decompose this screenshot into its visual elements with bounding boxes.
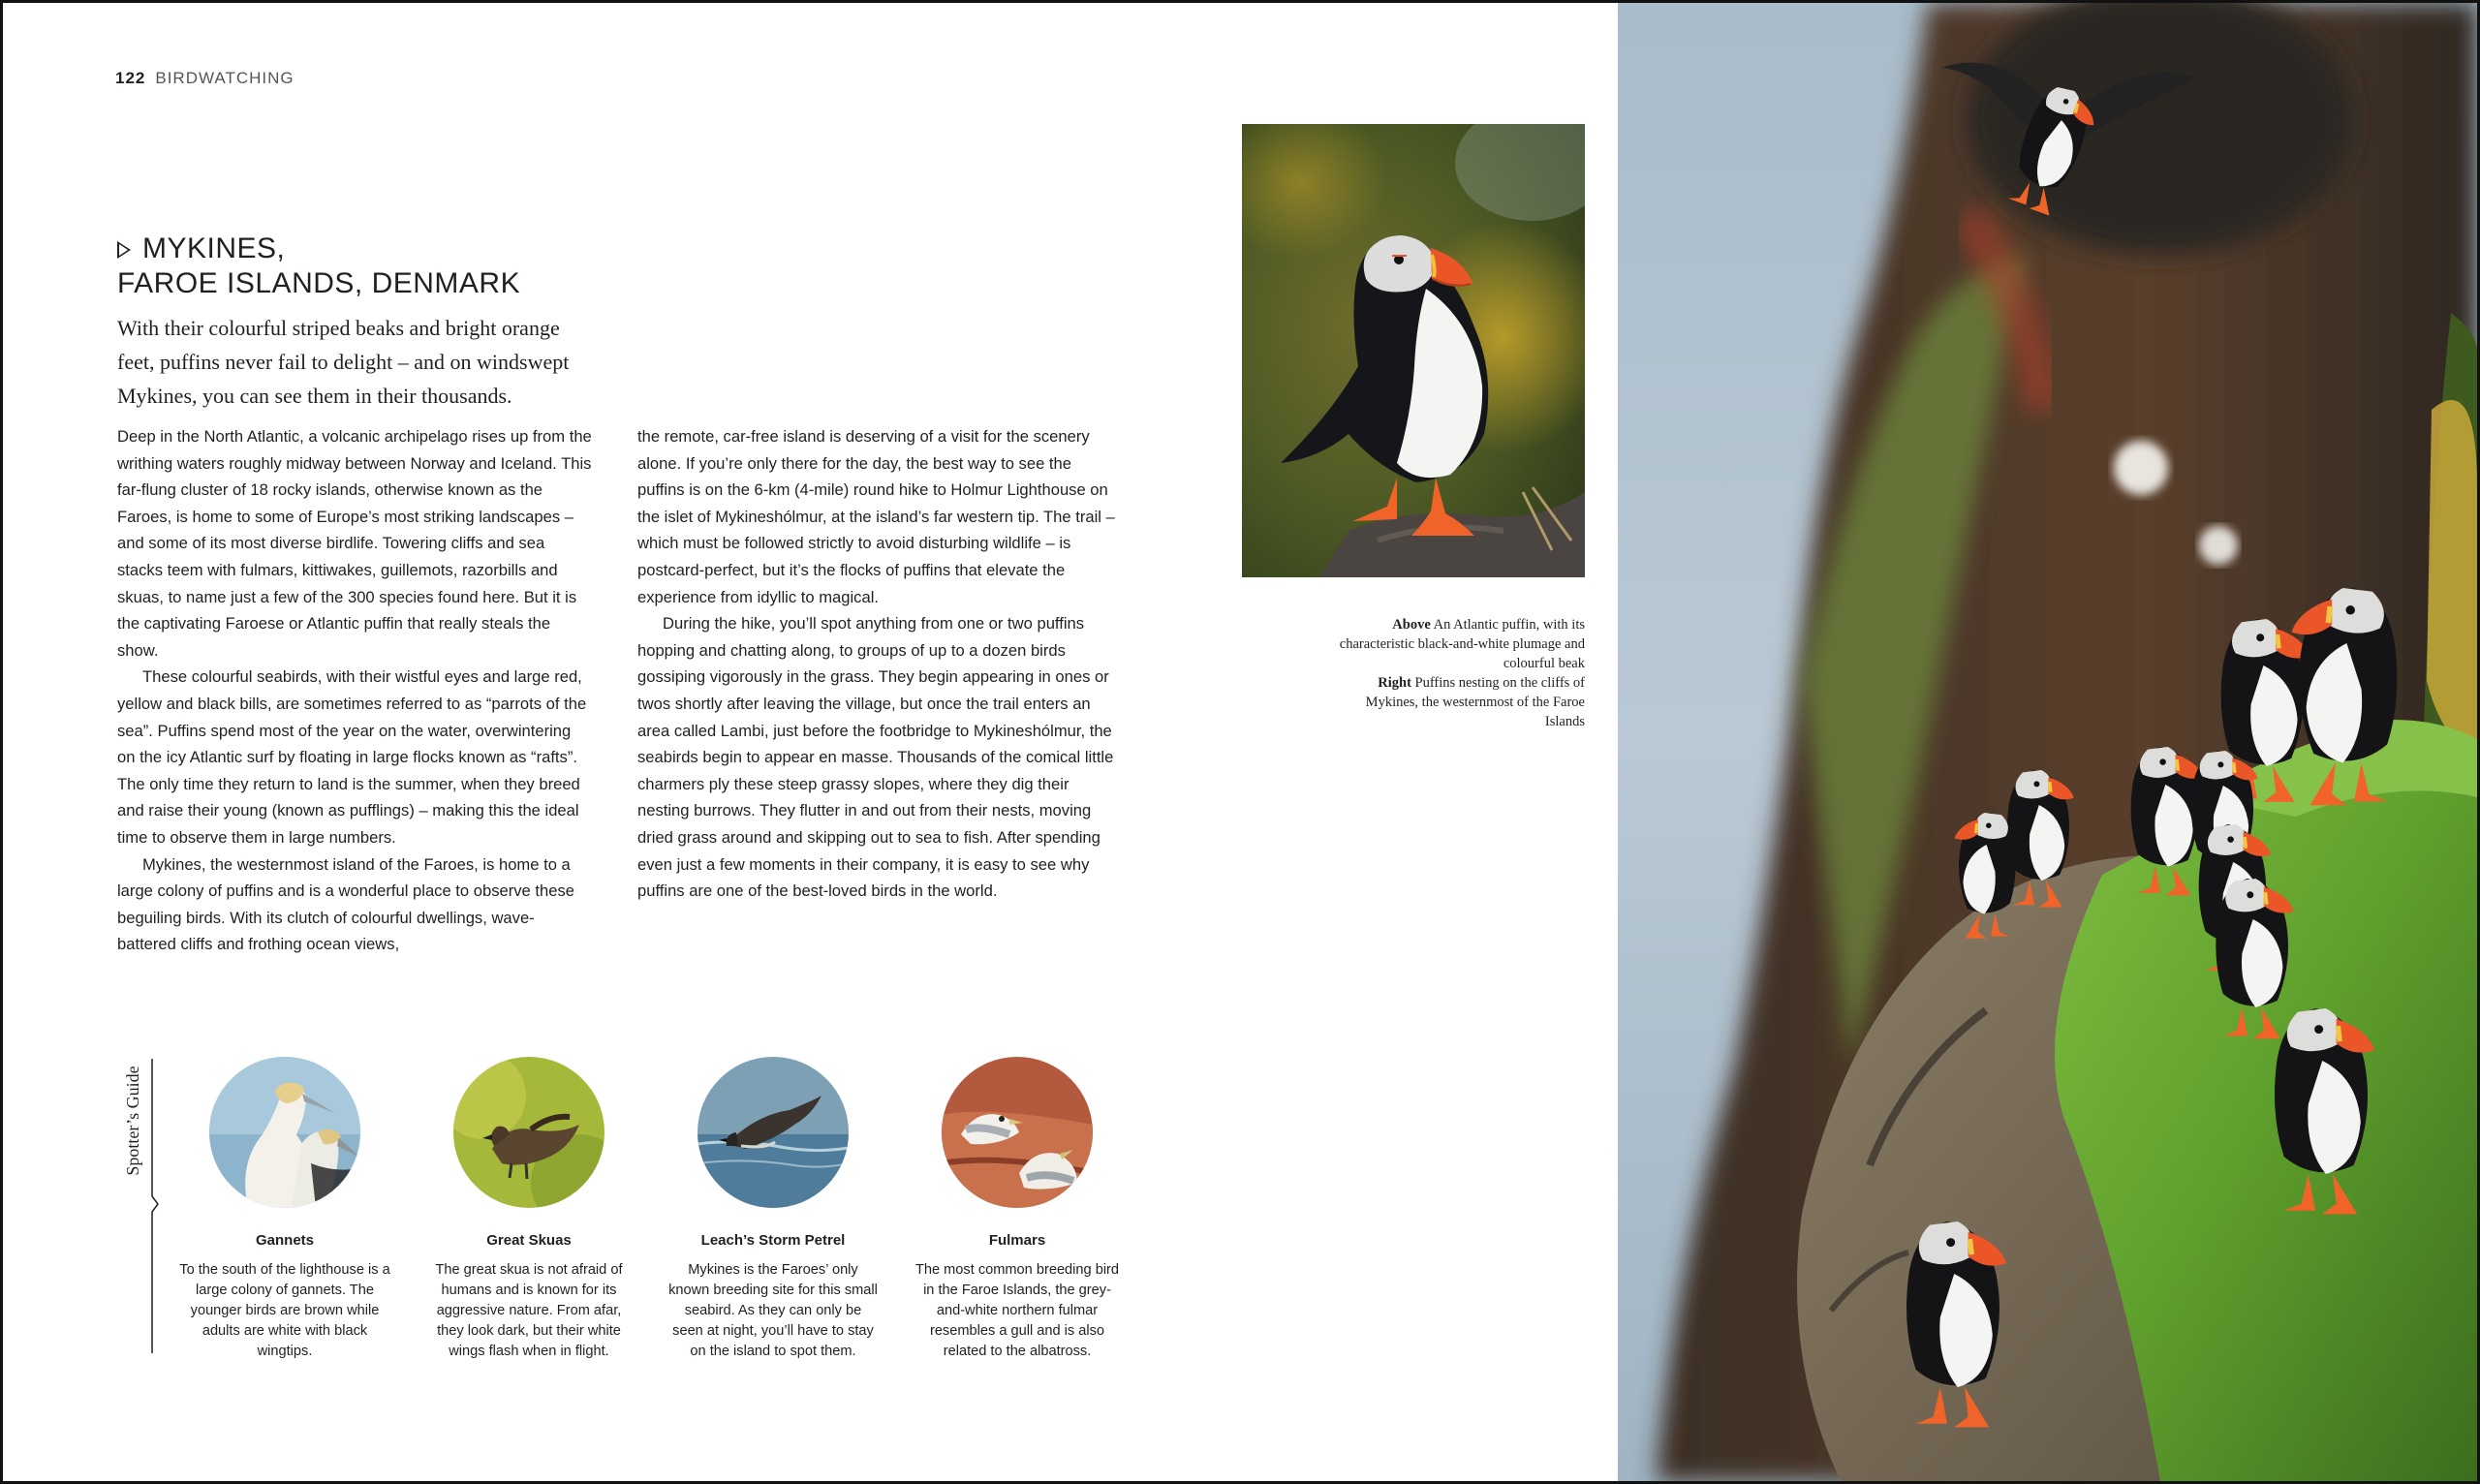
body-paragraph: the remote, car-free island is deserving of a visit for the scenery alone. If you’re only there for the day, the best way to see the puffins is on the 6-km (4-mile) round hike to Holmur Lighthouse on the islet of Mykineshólmur, at the island’s far western tip. The trail – which must be followed strictly to avoid disturbing wildlife – is postcard-perfect, but it’s the flocks of puffins that elevate the experience from idyllic to magical. — [637, 427, 1115, 606]
body-column-1 — [117, 423, 592, 958]
body-paragraph: Deep in the North Atlantic, a volcanic archipelago rises up from the writhing waters roughly midway between Norway and Iceland. This far-flung cluster of 18 rocky islands, otherwise known as the Faroes, is home to some of Europe’s most striking landscapes – and some of its most diverse birdlife. Towering cliffs and sea stacks teem with fulmars, kittiwakes, guillemots, razorbills and skuas, to name just a few of the 300 species found here. But it is the captivating Faroese or Atlantic puffin that really steals the show. — [117, 427, 592, 660]
body-column-2 — [637, 423, 1122, 905]
left-page — [3, 3, 1618, 1481]
body-paragraph: These colourful seabirds, with their wistful eyes and large red, yellow and black bills, are sometimes referred to as “parrots of the sea”. Puffins spend most of the year on the water, overwintering on the icy Atlantic surf by floating in large flocks known as “rafts”. The only time they return to land is the summer, when they breed and raise their young (known as pufflings) – making this the ideal time to observe them in large numbers. — [117, 667, 587, 847]
spotters-guide-bracket — [150, 1059, 160, 1353]
article-heading — [117, 232, 698, 301]
puffin-photo — [1242, 124, 1585, 577]
bird-card-great-skuas — [418, 1057, 640, 1362]
body-paragraph: Mykines, the westernmost island of the Faroes, is home to a large colony of puffins and is a wonderful place to observe these beguiling birds. With its clutch of colourful dwellings, wave-battered cliffs and frothing ocean views, — [117, 854, 574, 954]
triangle-marker-icon — [117, 241, 131, 259]
caption-above-text: An Atlantic puffin, with its characteristic black-and-white plumage and colourful beak — [1339, 617, 1585, 671]
body-paragraph: During the hike, you’ll spot anything from one or two puffins hopping and chatting along, to groups of up to a dozen birds gossiping vigorously in the grass. They begin appearing in ones or twos shortly after leaving the village, but once the trail enters an area called Lambi, just before the footbridge to Mykineshólmur, the seabirds begin to appear en masse. Thousands of the comical little charmers ply these steep grassy slopes, where they dig their nesting burrows. They flutter in and out from their nests, moving dried grass around and skipping out to sea to fish. After spending even just a few moments in their company, it is easy to see why puffins are one of the best-loved birds in the world. — [637, 614, 1114, 901]
caption-above-label: Above — [1392, 617, 1431, 633]
photo-caption — [1330, 615, 1585, 731]
storm-petrel-photo — [698, 1057, 849, 1208]
bird-card-gannets — [173, 1057, 396, 1362]
fulmars-photo — [942, 1057, 1093, 1208]
bird-card-fulmars — [906, 1057, 1129, 1362]
caption-right-text: Puffins nesting on the cliffs of Mykines, the westernmost of the Faroe Islands — [1365, 675, 1585, 729]
bird-description: The most common breeding bird in the Faroe Islands, the grey-and-white northern fulmar resembles a gull and is also related to the albatross. — [914, 1262, 1120, 1359]
running-header — [115, 69, 294, 88]
spotters-guide-label — [111, 1059, 150, 1349]
bird-name: Leach’s Storm Petrel — [700, 1232, 846, 1249]
bird-name: Gannets — [255, 1232, 314, 1249]
spotters-guide-title: Spotter’s Guide — [123, 1066, 142, 1176]
bird-description: Mykines is the Faroes’ only known breeding site for this small seabird. As they can only be seen at night, you’ll have to stay on the island to spot them. — [668, 1262, 878, 1359]
intro-paragraph: With their colourful striped beaks and bright orange feet, puffins never fail to delight – and on windswept Mykines, you can see them in their thousands. — [117, 316, 570, 408]
bird-description: The great skua is not afraid of humans and is known for its aggressive nature. From afar, they look dark, but their white wings flash when in flight. — [435, 1262, 623, 1359]
bird-card-leachs-storm-petrel — [662, 1057, 884, 1362]
book-spread — [3, 3, 2477, 1481]
puffin-cliff-photo — [1618, 3, 2477, 1481]
bird-name: Great Skuas — [486, 1232, 572, 1249]
heading-line-2: FAROE ISLANDS, DENMARK — [117, 267, 521, 299]
heading-line-1: MYKINES, — [142, 232, 286, 264]
bird-description: To the south of the lighthouse is a large colony of gannets. The younger birds are brown while adults are white with black wingtips. — [179, 1262, 390, 1359]
great-skuas-photo — [453, 1057, 604, 1208]
caption-right-label: Right — [1378, 675, 1411, 691]
section-name: BIRDWATCHING — [155, 69, 294, 87]
page-number: 122 — [115, 69, 146, 87]
gannets-photo — [209, 1057, 360, 1208]
bird-name: Fulmars — [988, 1232, 1046, 1249]
